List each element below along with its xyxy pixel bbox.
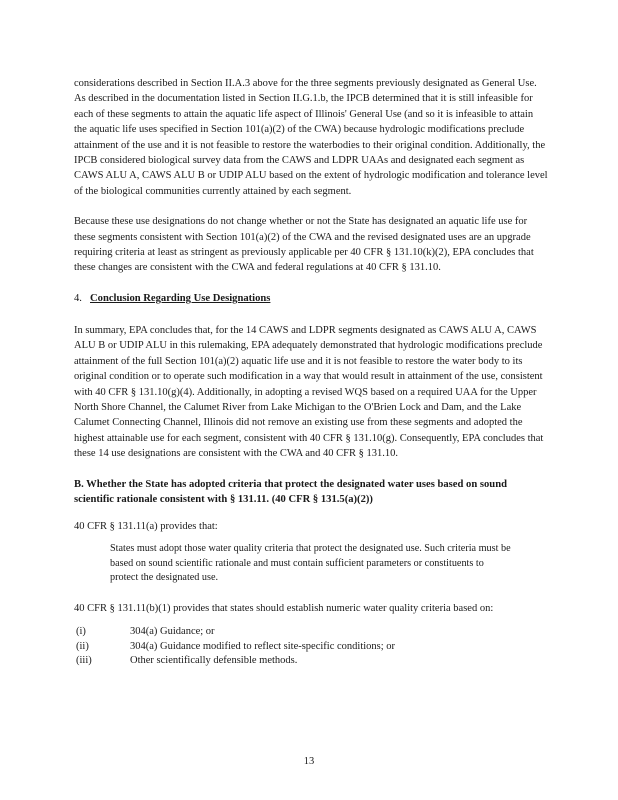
list-item (74, 654, 548, 669)
section-4-number: 4. (74, 292, 82, 304)
list-marker: (ii) (76, 640, 89, 652)
list-text: Other scientifically defensible methods. (130, 655, 298, 667)
cfr-131-11a-quote: States must adopt those water quality criteria that protect the designated use. Such criteria must be based on sound scientific rationale and must contain sufficient parameters or constituents to protect the designated use. (110, 542, 511, 584)
section-b-heading: B. Whether the State has adopted criteria that protect the designated water uses based on sound scientific rationale consistent with § 131.11. (40 CFR § 131.5(a)(2)) (74, 478, 507, 505)
criteria-methods-list (74, 625, 548, 669)
list-marker: (i) (76, 626, 86, 638)
cfr-131-11b1-intro: 40 CFR § 131.11(b)(1) provides that states should establish numeric water quality criteria based on: (74, 602, 494, 614)
document-page (74, 76, 548, 669)
list-text: 304(a) Guidance modified to reflect site-specific conditions; or (130, 640, 396, 652)
section-4-heading (74, 291, 548, 306)
section-4-title: Conclusion Regarding Use Designations (90, 292, 271, 304)
paragraph-summary: In summary, EPA concludes that, for the 14 CAWS and LDPR segments designated as CAWS ALU A, CAWS ALU B or UDIP ALU in this rulemaking, EPA adequately demonstrated that hydrologic modifications preclude attainment of the full Section 101(a)(2) aquatic life use and it is not feasible to restore the water body to its original condition or to operate such modification in a way that would result in attainment of the use, consistent with 40 CFR § 131.10(g)(4). Additionally, in adopting a revised WQS based on a required UAA for the Upper North Shore Channel, the Calumet River from Lake Michigan to the O'Brien Lock and Dam, and the Lake Calumet Connecting Channel, Illinois did not remove an existing use from these segments and adopted the highest attainable use for each segment, consistent with 40 CFR § 131.10(g). Consequently, EPA concludes that these 14 use designations are consistent with the CWA and 40 CFR § 131.10. (74, 324, 544, 460)
list-item (74, 625, 548, 640)
list-text: 304(a) Guidance; or (130, 626, 215, 638)
page-number: 13 (303, 756, 315, 767)
paragraph-use-designations: Because these use designations do not change whether or not the State has designated an aquatic life use for these segments consistent with Section 101(a)(2) of the CWA and the revised designated uses are an upgrade requiring criteria at least as stringent as previously applicable per 40 CFR § 131.10(k)(2), EPA concludes that these changes are consistent with the CWA and federal regulations at 40 CFR § 131.10. (74, 216, 534, 274)
list-item (74, 640, 548, 655)
cfr-131-11a-intro: 40 CFR § 131.11(a) provides that: (74, 520, 218, 532)
paragraph-considerations: considerations described in Section II.A.3 above for the three segments previously designated as General Use. As described in the documentation listed in Section II.G.1.b, the IPCB determined that it is still infeasible for each of these segments to attain the aquatic life aspect of Illinois' General Use (and so it is infeasible to attain the aquatic life uses specified in Section 101(a)(2) of the CWA) because hydrologic modifications preclude attainment of the use and it is not feasible to restore the waterbodies to their original condition. Additionally, the IPCB considered biological survey data from the CAWS and LDPR UAAs and designated each segment as CAWS ALU A, CAWS ALU B or UDIP ALU based on the extent of hydrologic modification and tolerance level of the biological communities currently attained by each segment. (74, 78, 548, 197)
list-marker: (iii) (76, 655, 92, 667)
